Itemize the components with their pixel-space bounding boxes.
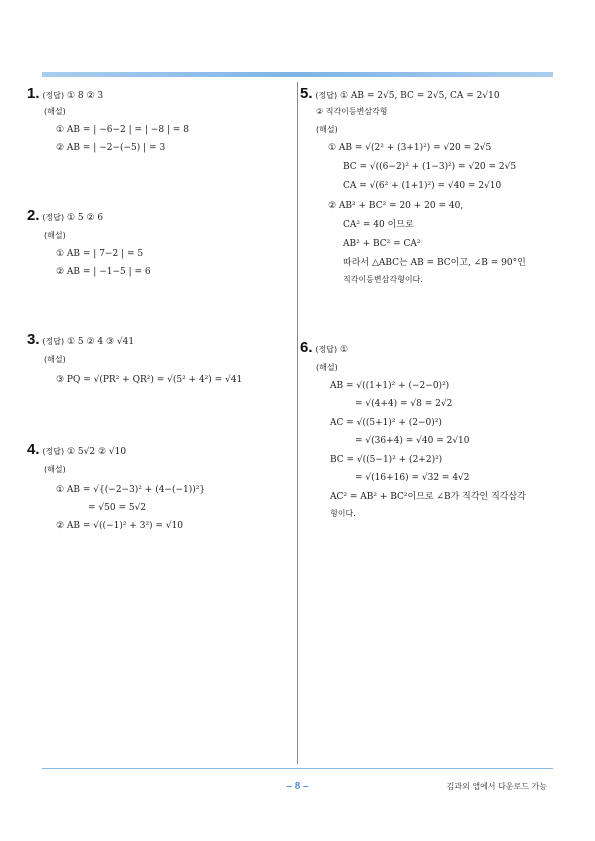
- solution-label: (해설): [44, 107, 66, 116]
- solution-label: (해설): [44, 465, 66, 474]
- solution-line: ③ PQ = √(PR² + QR²) = √(5² + 4²) = √41: [56, 375, 243, 385]
- solution-line: AC² = AB² + BC²이므로 ∠B가 직각인 직각삼각: [330, 492, 526, 502]
- solution-label: (해설): [316, 363, 338, 372]
- solution-line: CA = √(6² + (1+1)²) = √40 = 2√10: [343, 181, 502, 191]
- problem-number: 6.: [300, 339, 313, 356]
- answer-label: (정답): [315, 345, 338, 354]
- solution-line: AB² + BC² = CA²: [343, 239, 421, 249]
- solution-line: ② AB = √((−1)² + 3²) = √10: [56, 521, 184, 531]
- solution-line: ① AB = | −6−2 | = | −8 | = 8: [56, 125, 189, 135]
- answer-label: (정답): [42, 447, 65, 456]
- page-number: – 8 –: [286, 781, 309, 792]
- answer-label: (정답): [42, 337, 65, 346]
- solution-line: = √50 = 5√2: [88, 503, 147, 513]
- solution-line: = √(16+16) = √32 = 4√2: [355, 473, 470, 483]
- answer: ① 5√2 ② √10: [66, 447, 127, 457]
- solution-line: ① AB = √{(−2−3)² + (4−(−1))²}: [56, 485, 206, 495]
- solution-line: ② AB² + BC² = 20 + 20 = 40,: [328, 201, 464, 211]
- answer: ① 5 ② 6: [66, 213, 104, 223]
- solution-label: (해설): [316, 125, 338, 134]
- solution-label: (해설): [44, 355, 66, 364]
- column-divider: [297, 82, 298, 764]
- answer: ① AB = 2√5, BC = 2√5, CA = 2√10: [339, 91, 500, 101]
- answer-part-2: ② 직각이등변삼각형: [316, 107, 388, 116]
- answer-label: (정답): [315, 91, 338, 100]
- problem-number: 2.: [27, 207, 40, 224]
- footer-line: [42, 768, 553, 769]
- solution-line: 형이다.: [330, 509, 356, 518]
- solution-line: ① AB = | 7−2 | = 5: [56, 249, 144, 259]
- solution-line: ① AB = √(2² + (3+1)²) = √20 = 2√5: [328, 143, 492, 153]
- solution-line: 직각이등변삼각형이다.: [343, 275, 423, 284]
- solution-line: BC = √((6−2)² + (1−3)²) = √20 = 2√5: [343, 162, 517, 172]
- problem-number: 3.: [27, 331, 40, 348]
- answer-label: (정답): [42, 213, 65, 222]
- solution-line: CA² = 40 이므로: [343, 220, 414, 230]
- solution-line: = √(4+4) = √8 = 2√2: [355, 399, 453, 409]
- solution-line: ② AB = | −2−(−5) | = 3: [56, 143, 166, 153]
- solution-line: 따라서 △ABC는 AB = BC이고, ∠B = 90°인: [343, 258, 526, 268]
- solution-line: AB = √((1+1)² + (−2−0)²): [330, 381, 450, 391]
- answer: ① 8 ② 3: [66, 91, 104, 101]
- solution-label: (해설): [44, 231, 66, 240]
- problem-number: 4.: [27, 441, 40, 458]
- solution-line: AC = √((5+1)² + (2−0)²): [330, 418, 442, 428]
- answer: ① 5 ② 4 ③ √41: [66, 337, 135, 347]
- answer: ①: [339, 345, 349, 355]
- problem-number: 5.: [300, 85, 313, 102]
- answer-label: (정답): [42, 91, 65, 100]
- problem-number: 1.: [27, 85, 40, 102]
- solution-line: BC = √((5−1)² + (2+2)²): [330, 455, 443, 465]
- footer-note: 김과외 앱에서 다운로드 가능: [446, 782, 547, 791]
- header-bar: [42, 72, 553, 77]
- solution-line: ② AB = | −1−5 | = 6: [56, 267, 151, 277]
- solution-line: = √(36+4) = √40 = 2√10: [355, 436, 470, 446]
